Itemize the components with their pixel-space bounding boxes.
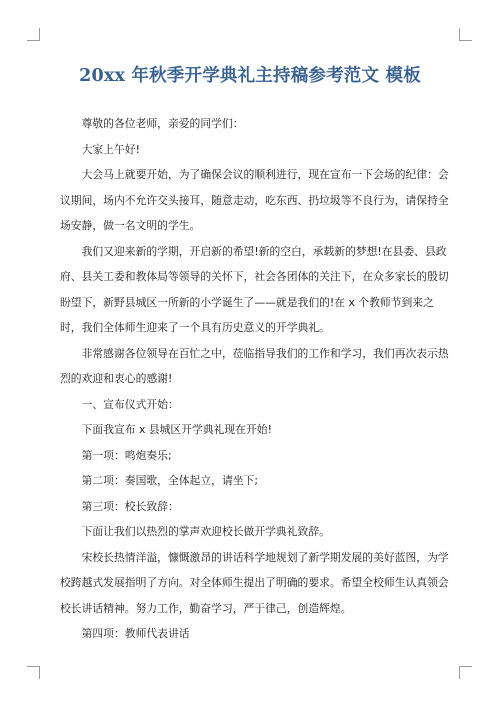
paragraph-new-semester: 我们又迎来新的学期，开启新的希望!新的空白，承载新的梦想!在县委、县政府、县关工委和教体局等领导的关怀下，社会各团体的关注下，在众多家长的殷切盼望下，新野县城区一所新的小学诞生了——就是我们的!在 x 个教师节到来之时，我们全体师生迎来了一个具有历史意义的开学典礼。 [60,244,449,334]
crop-mark-bottom-right [459,666,472,679]
item-1: 第一项：鸣炮奏乐; [81,448,172,462]
item-2: 第二项：奏国歌，全体起立，请坐下; [81,474,258,487]
paragraph-principal-speech: 宋校长热情洋溢，慷慨激昂的讲话科学地规划了新学期发展的美好蓝图，为学校跨越式发展指明了方向。对全体师生提出了明确的要求。希望全校师生认真领会校长讲话精神。努力工作，勤奋学习，严于律己，创造辉煌。 [60,550,449,615]
section-heading-ceremony-start: 一、宣布仪式开始： [81,397,179,411]
paragraph-discipline: 大会马上就要开始，为了确保会议的顺利进行，现在宣布一下会场的纪律：会议期间，场内不允许交头接耳，随意走动，吃东西、扔垃圾等不良行为，请保持全场安静，做一名文明的学生。 [60,168,449,232]
document-body [60,111,452,647]
paragraph-principal-intro: 下面让我们以热烈的掌声欢迎校长做开学典礼致辞。 [81,525,330,538]
crop-mark-bottom-left [27,666,40,679]
item-3: 第三项：校长致辞： [81,499,179,513]
document-title: 20xx 年秋季开学典礼主持稿参考范文 模板 [79,66,421,86]
paragraph-announce-start: 下面我宣布 x 县城区开学典礼现在开始! [81,423,272,436]
crop-mark-top-right [459,28,472,41]
paragraph-thanks: 非常感谢各位领导在百忙之中，莅临指导我们的工作和学习，我们再次表示热烈的欢迎和衷心的感谢! [60,346,449,385]
crop-mark-top-left [27,28,40,41]
salutation: 尊敬的各位老师，亲爱的同学们： [81,117,244,130]
greeting: 大家上午好! [81,142,140,156]
item-4: 第四项：教师代表讲话 [81,627,190,640]
